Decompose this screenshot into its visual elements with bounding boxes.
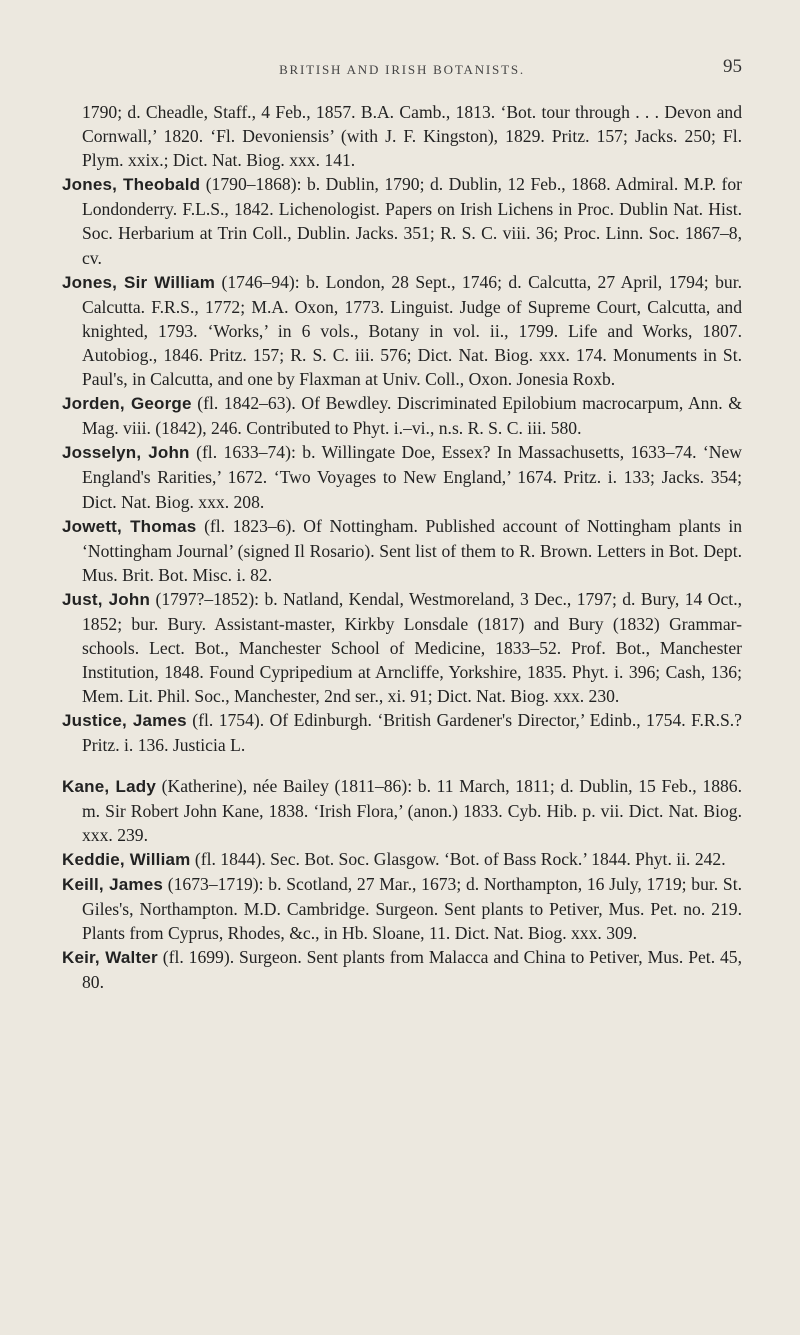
entry-text: (fl. 1842–63). Of Bewdley. Discriminated Epilobium macrocarpum, Ann. & Mag. viii. (1842), 246. Contributed to Phyt. i.–vi., n.s. R. S. C. iii. 580.	[82, 393, 742, 439]
entry-justice-james	[62, 708, 742, 757]
entry-name: Josselyn, John	[62, 443, 190, 463]
entry-jones-theobald	[62, 172, 742, 269]
entry-name: Keill, James	[62, 874, 164, 894]
entry-text: (fl. 1823–6). Of Nottingham. Published account of Nottingham plants in ‘Nottingham Journal’ (signed Il Rosario). Sent list of them to R. Brown. Letters in Bot. Dept. Mus. Brit. Bot. Misc. i. 82.	[82, 515, 743, 585]
entry-text: (fl. 1699). Surgeon. Sent plants from Malacca and China to Petiver, Mus. Pet. 45, 80.	[82, 947, 742, 993]
entry-name: Keddie, William	[62, 849, 191, 869]
entry-just-john	[62, 587, 742, 708]
entry-josselyn-john	[62, 440, 742, 513]
entry-name: Keir, Walter	[62, 948, 158, 968]
entry-keill-james	[62, 872, 742, 945]
entry-name: Jones, Sir William	[62, 272, 216, 292]
entry-name: Kane, Lady	[62, 776, 156, 796]
entry-kane-lady	[62, 774, 742, 847]
entry-name: Jorden, George	[62, 394, 192, 414]
running-head	[62, 0, 742, 77]
entry-keddie-william	[62, 847, 742, 872]
entry-text: (1790–1868): b. Dublin, 1790; d. Dublin, 12 Feb., 1868. Admiral. M.P. for Londonderry. F.L.S., 1842. Lichenologist. Papers on Irish Lichens in Proc. Dublin Nat. Hist. Soc. Herbarium at Trin Coll., Dublin. Jacks. 351; R. S. C. viii. 36; Proc. Linn. Soc. 1867–8, cv.	[82, 174, 742, 268]
entry-keir-walter	[62, 945, 742, 994]
entry-text: 1790; d. Cheadle, Staff., 4 Feb., 1857. B.A. Camb., 1813. ‘Bot. tour through . . . Devon and Cornwall,’ 1820. ‘Fl. Devoniensis’ (with J. F. Kingston), 1829. Pritz. 157; Jacks. 250; Fl. Plym. xxix.; Dict. Nat. Biog. xxx. 141.	[82, 102, 742, 171]
entry-name: Just, John	[62, 589, 151, 609]
entry-text: (fl. 1754). Of Edinburgh. ‘British Gardener's Director,’ Edinb., 1754. F.R.S.? Pritz. i. 136. Justicia L.	[82, 710, 742, 756]
entry-text: (1673–1719): b. Scotland, 27 Mar., 1673; d. Northampton, 16 July, 1719; bur. St. Giles's, Northampton. M.D. Cambridge. Surgeon. Sent plants to Petiver, Mus. Pet. no. 219. Plants from Cyprus, Rhodes, &c., in Hb. Sloane, 11. Dict. Nat. Biog. xxx. 309.	[82, 873, 742, 944]
entry-name: Justice, James	[62, 711, 187, 731]
entry-jowett-thomas	[62, 514, 742, 587]
entry-name: Jones, Theobald	[62, 175, 201, 195]
running-title: BRITISH AND IRISH BOTANISTS.	[279, 62, 525, 77]
entry-list	[62, 100, 742, 994]
entry-text: (1797?–1852): b. Natland, Kendal, Westmoreland, 3 Dec., 1797; d. Bury, 14 Oct., 1852; bur. Bury. Assistant-master, Kirkby Lonsdale (1817) and Bury (1832) Grammar-schools. Lect. Bot., Manchester School of Medicine, 1833–52. Prof. Bot., Manchester Institution, 1848. Found Cypripedium at Arncliffe, Yorkshire, 1835. Phyt. i. 396; Cash, 136; Mem. Lit. Phil. Soc., Manchester, 2nd ser., xi. 91; Dict. Nat. Biog. xxx. 230.	[82, 588, 742, 707]
entry-continuation	[62, 100, 742, 172]
entry-text: (Katherine), née Bailey (1811–86): b. 11 March, 1811; d. Dublin, 15 Feb., 1886. m. Sir Robert John Kane, 1838. ‘Irish Flora,’ (anon.) 1833. Cyb. Hib. p. vii. Dict. Nat. Biog. xxx. 239.	[82, 775, 742, 845]
entry-text: (fl. 1844). Sec. Bot. Soc. Glasgow. ‘Bot. of Bass Rock.’ 1844. Phyt. ii. 242.	[194, 848, 726, 869]
entry-jorden-george	[62, 391, 742, 440]
page-number: 95	[723, 56, 742, 77]
entry-text: (fl. 1633–74): b. Willingate Doe, Essex? In Massachusetts, 1633–74. ‘New England's Rarities,’ 1672. ‘Two Voyages to New England,’ 1674. Pritz. i. 133; Jacks. 354; Dict. Nat. Biog. xxx. 208.	[82, 442, 742, 512]
entry-jones-william	[62, 270, 742, 391]
entry-text: (1746–94): b. London, 28 Sept., 1746; d. Calcutta, 27 April, 1794; bur. Calcutta. F.R.S., 1772; M.A. Oxon, 1773. Linguist. Judge of Supreme Court, Calcutta, and knighted, 1793. ‘Works,’ in 6 vols., Botany in vol. ii., 1799. Life and Works, 1807. Autobiog., 1846. Pritz. 157; R. S. C. iii. 576; Dict. Nat. Biog. xxx. 174. Monuments in St. Paul's, in Calcutta, and one by Flaxman at Univ. Coll., Oxon. Jonesia Roxb.	[82, 271, 742, 390]
entry-name: Jowett, Thomas	[62, 516, 197, 536]
